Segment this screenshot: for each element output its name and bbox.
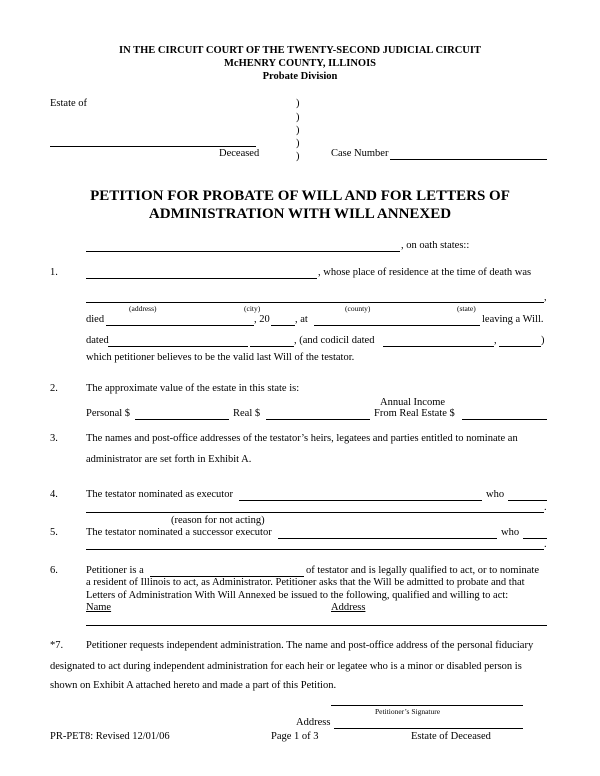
deceased-label: Deceased [219, 148, 260, 159]
dated-label: dated [86, 335, 109, 346]
petitioner-relation-label: Petitioner is a [86, 565, 144, 576]
death-date-field[interactable] [106, 325, 254, 326]
section-5-number: 5. [50, 527, 58, 538]
heirs-text-line1: The names and post-office addresses of the testator’s heirs, legatees and parties entitled to nominate an [86, 433, 518, 444]
residence-field[interactable] [86, 302, 544, 303]
section-7-number: *7. [50, 640, 64, 651]
died-label: died [86, 314, 105, 325]
independent-admin-text-line1: Petitioner requests independent administration. The name and post-office address of the personal fiduciary [86, 640, 534, 651]
successor-who: who [501, 527, 520, 538]
court-header-line2: McHENRY COUNTY, ILLINOIS [224, 58, 376, 69]
executor-who-field[interactable] [508, 500, 547, 501]
estate-of-deceased-footer: Estate of Deceased [411, 731, 491, 742]
address-caption: (address) [129, 304, 157, 313]
real-label: Real $ [233, 408, 261, 419]
county-caption: (county) [345, 304, 371, 313]
testator-name-field[interactable] [86, 278, 317, 279]
section-6-number: 6. [50, 565, 58, 576]
oath-text: , on oath states:: [401, 240, 470, 251]
court-header-line3: Probate Division [262, 71, 338, 82]
codicil-close-paren: ) [541, 335, 545, 346]
petition-title-line2: ADMINISTRATION WITH WILL ANNEXED [148, 206, 452, 222]
administrator-text-line3: Letters of Administration With Will Annexed be issued to the following, qualified and willing to act: [86, 590, 509, 601]
will-date-field[interactable] [108, 346, 248, 347]
caption-paren: ) [296, 98, 300, 109]
independent-admin-text-line3: shown on Exhibit A attached hereto and made a part of this Petition. [50, 680, 337, 691]
real-estate-income-label: From Real Estate $ [374, 408, 455, 419]
executor-text: The testator nominated as executor [86, 489, 233, 500]
successor-detail-field[interactable] [86, 549, 544, 550]
residence-text: , whose place of residence at the time of death was [318, 267, 532, 278]
city-caption: (city) [244, 304, 261, 313]
leaving-will-text: leaving a Will. [482, 314, 544, 325]
caption-paren: ) [296, 151, 300, 162]
case-number-field[interactable] [390, 159, 547, 160]
deceased-name-field[interactable] [50, 146, 256, 147]
qualified-text: of testator and is legally qualified to act, or to nominate [306, 565, 539, 576]
annual-income-label: Annual Income [380, 397, 446, 408]
successor-period: . [544, 539, 547, 550]
administrator-entry-field[interactable] [86, 625, 547, 626]
estate-value-text: The approximate value of the estate in this state is: [86, 383, 300, 394]
caption-paren: ) [296, 138, 300, 149]
real-value-field[interactable] [266, 419, 370, 420]
section-4-number: 4. [50, 489, 58, 500]
case-number-label: Case Number [331, 148, 389, 159]
court-header-line1: IN THE CIRCUIT COURT OF THE TWENTY-SECOND JUDICIAL CIRCUIT [119, 45, 481, 56]
personal-label: Personal $ [86, 408, 131, 419]
personal-value-field[interactable] [135, 419, 229, 420]
form-id: PR-PET8: Revised 12/01/06 [50, 731, 170, 742]
name-column-label: Name [86, 602, 112, 613]
will-year-field[interactable] [250, 346, 294, 347]
petitioner-signature-field[interactable] [331, 705, 523, 706]
codicil-label: , (and codicil dated [294, 335, 375, 346]
death-year-field[interactable] [271, 325, 295, 326]
section-3-number: 3. [50, 433, 58, 444]
petitioner-signature-caption: Petitioner’s Signature [375, 707, 441, 716]
codicil-comma: , [494, 335, 497, 346]
page-number: Page 1 of 3 [271, 731, 319, 742]
administrator-text-line2: a resident of Illinois to act, as Administrator. Petitioner asks that the Will be admitted to probate and that [86, 577, 525, 588]
petitioner-name-field[interactable] [86, 251, 400, 252]
address-column-label: Address [331, 602, 366, 613]
state-caption: (state) [457, 304, 476, 313]
successor-executor-text: The testator nominated a successor executor [86, 527, 272, 538]
successor-executor-name-field[interactable] [278, 538, 497, 539]
at-label: , at [295, 314, 308, 325]
signature-address-label: Address [296, 717, 331, 728]
caption-paren: ) [296, 125, 300, 136]
codicil-date-field[interactable] [383, 346, 494, 347]
residence-comma: , [544, 292, 547, 303]
section-1-number: 1. [50, 267, 58, 278]
executor-period: . [544, 502, 547, 513]
valid-will-text: which petitioner believes to be the valid last Will of the testator. [86, 352, 355, 363]
heirs-text-line2: administrator are set forth in Exhibit A. [86, 454, 252, 465]
petition-title-line1: PETITION FOR PROBATE OF WILL AND FOR LETTERS OF [90, 188, 510, 204]
death-place-field[interactable] [314, 325, 480, 326]
estate-of-label: Estate of [50, 98, 88, 109]
year-prefix: , 20 [254, 314, 270, 325]
executor-detail-field[interactable] [86, 512, 544, 513]
caption-paren: ) [296, 112, 300, 123]
section-2-number: 2. [50, 383, 58, 394]
annual-income-field[interactable] [462, 419, 547, 420]
signature-address-field[interactable] [334, 728, 523, 729]
executor-name-field[interactable] [239, 500, 482, 501]
reason-caption: (reason for not acting) [171, 515, 265, 526]
codicil-year-field[interactable] [499, 346, 541, 347]
executor-who: who [486, 489, 505, 500]
independent-admin-text-line2: designated to act during independent administration for each heir or legatee who is a minor or disabled person is [50, 661, 522, 672]
